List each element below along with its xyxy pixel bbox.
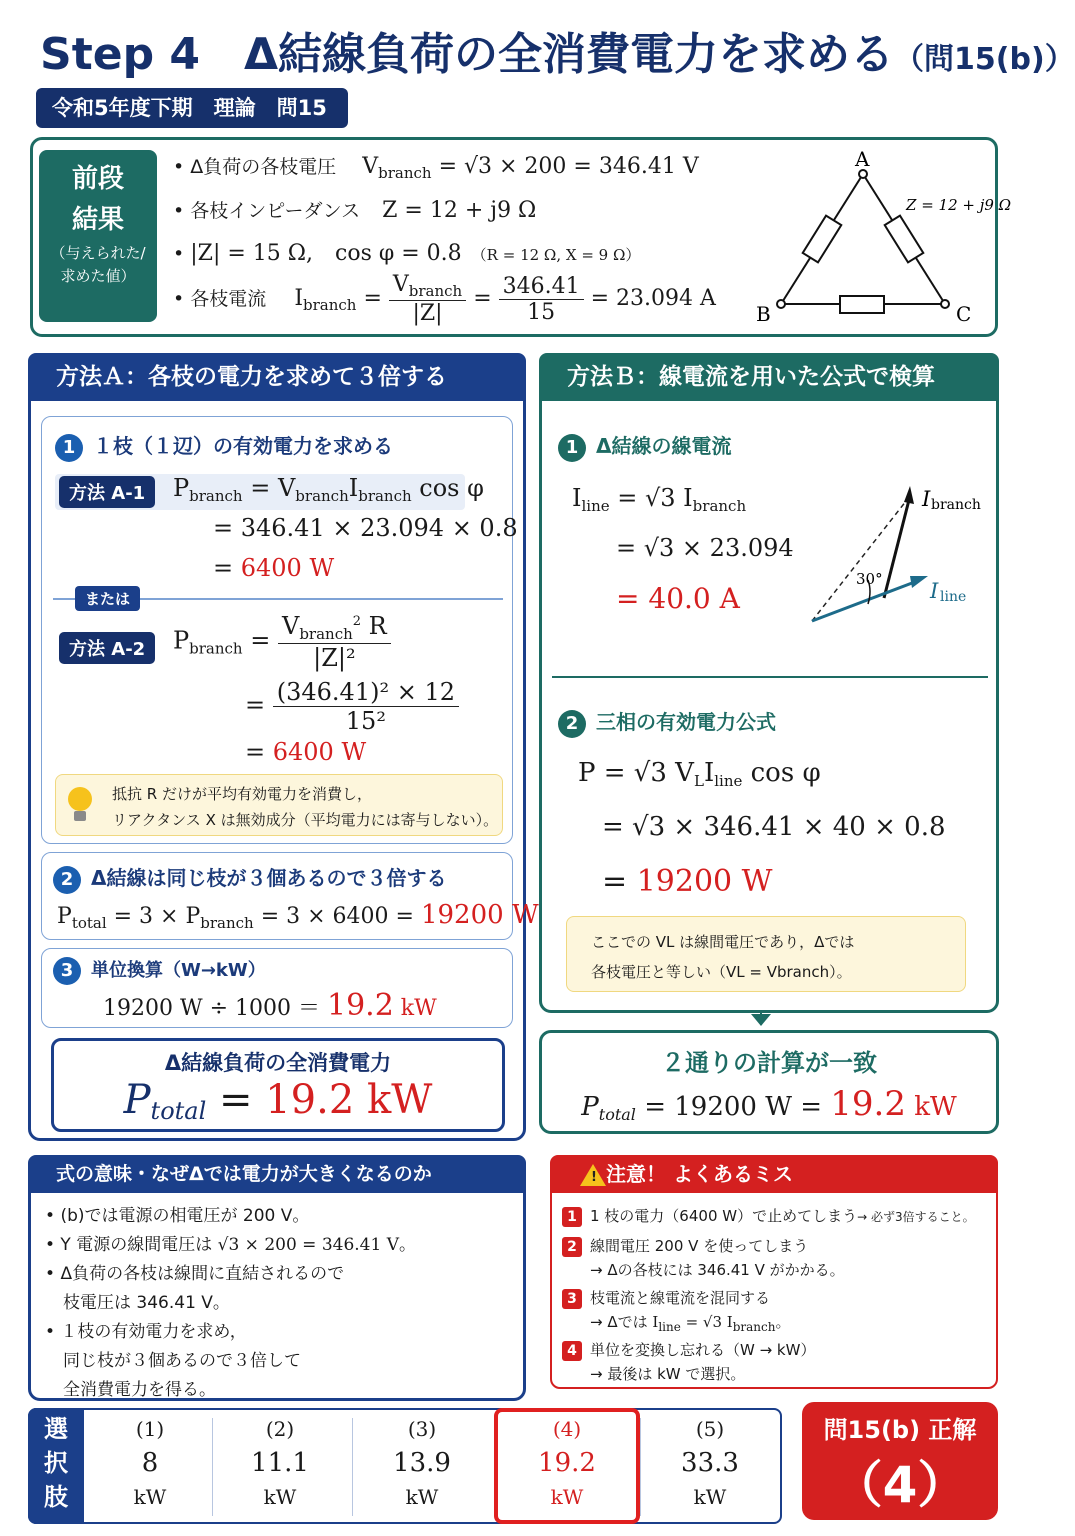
meaning-header: 式の意味・なぜΔでは電力が大きくなるのか <box>28 1155 526 1193</box>
svg-text:line: line <box>940 589 967 605</box>
method-b-panel <box>539 353 999 1013</box>
a1-result: = 6400 W <box>213 554 335 582</box>
method-b-header: 方法Ｂ：線電流を用いた公式で検算 <box>539 353 999 401</box>
step-b1-title: 1 Δ結線の線電流 <box>558 430 731 462</box>
step-b2-title: 2 三相の有効電力公式 <box>558 706 776 738</box>
choice-4-selected[interactable]: (4) 19.2 kW <box>494 1408 640 1524</box>
impedance-magnitude-line: • |Z| = 15 Ω, cos φ = 0.8 （R = 12 Ω, X = 9 Ω） <box>173 241 641 266</box>
step-a1-title: 1 １枝（１辺）の有効電力を求める <box>55 430 393 462</box>
meaning-list: • (b)では電源の相電圧が 200 V。 • Y 電源の線間電圧は √3 × 200 = 346.41 V。 • Δ負荷の各枝は線間に直結されるので 枝電圧は 346.41 V。 • １枝の有効電力を求め， 同じ枝が３個あるので３倍して 全消費電力を得る。 <box>45 1206 416 1400</box>
choice-2[interactable]: (2) 11.1 kW <box>251 1417 309 1509</box>
svg-text:I: I <box>930 579 939 603</box>
meaning-panel <box>28 1155 526 1401</box>
mistake-4: 4 単位を変換し忘れる（W → kW） <box>562 1339 815 1361</box>
exam-badge: 令和5年度下期 理論 問15 <box>36 88 348 128</box>
line-current-substitution: = √3 × 23.094 <box>616 534 794 562</box>
mistake-1: 1 1 枝の電力（6400 W）で止めてしまう→ 必ず3倍すること。 <box>562 1205 975 1227</box>
svg-text:I: I <box>922 487 931 511</box>
resistance-note: 抵抗 R だけが平均有効電力を消費し， リアクタンス X は無効成分（平均電力には寄与しない）。 <box>55 774 503 836</box>
unit-conversion: 19200 W ÷ 1000 ＝ 19.2 kW <box>103 988 437 1023</box>
lightbulb-icon <box>68 787 92 811</box>
choice-5[interactable]: (5) 33.3 kW <box>681 1417 739 1509</box>
method-a-panel <box>28 353 539 1141</box>
a2-substitution: = $\frac{\text{(346.41)² × 12}}{\text{15²}}$ <box>245 678 459 735</box>
choice-3[interactable]: (3) 13.9 kW <box>393 1417 451 1509</box>
branch-current-line: • 各枝電流 $I_{branch}$ = $\frac{V_{branch}}{|Z|}$ = $\frac{346.41}{15}$ = 23.094 A <box>173 272 716 326</box>
node-a-label: A <box>855 147 870 171</box>
line-current-formula: $I_{line} = √3$ $I_{branch}$ <box>572 484 747 515</box>
or-badge: または <box>75 586 140 611</box>
step-a3-title: 3 単位換算（W→kW） <box>53 956 266 985</box>
branch-impedance-line: • 各枝インピーダンス Z = 12 + j9 Ω <box>173 198 537 223</box>
a-total-formula: $P_{total} = 3 \times P_{branch} = 3 \times 6400 = 19200$ W <box>57 900 539 932</box>
previous-results-box <box>30 137 1012 337</box>
mistakes-panel: 注意！ よくあるミス ! 1 1 枝の電力（6400 W）で止めてしまう→ 必ず3倍すること。 2 線間電圧 200 V を使ってしまう → Δの各枝には 346.41 V がかかる。 3 枝電流と線電流を混同する → Δでは $I_{line} = √3$ $I_{branch}$。 4 単位を変換し忘れる（W → kW） → 最後は kW で選択。 <box>550 1155 998 1389</box>
answer-box: 問15(b) 正解 （4） <box>802 1402 998 1520</box>
choices-label: 選 択 肢 <box>28 1408 84 1524</box>
svg-text:branch: branch <box>931 497 981 513</box>
a2-result: = 6400 W <box>245 738 367 766</box>
line-voltage-note: ここでの VL は線間電圧であり，Δでは 各枝電圧と等しい（VL = Vbranch）。 <box>566 916 966 992</box>
three-phase-substitution: = √3 × 346.41 × 40 × 0.8 <box>602 812 946 842</box>
node-c-label: C <box>956 302 972 326</box>
mistakes-header: 注意！ よくあるミス <box>550 1155 998 1193</box>
method-a-header: 方法Ａ：各枝の電力を求めて３倍する <box>28 353 526 401</box>
page-title: Step 4 Δ結線負荷の全消費電力を求める（問15(b)） <box>40 29 1075 80</box>
method-a1-tag: 方法 A-1 <box>59 476 155 508</box>
phasor-diagram <box>800 476 1000 626</box>
a2-formula: $P_{branch}$ = $\frac{V_{branch}^2 R}{\text{|Z|²}}$ <box>173 612 391 672</box>
impedance-label: Z = 12 + j9 Ω <box>906 196 1012 214</box>
node-b-label: B <box>756 302 771 326</box>
choice-1[interactable]: (1) 8 kW <box>133 1417 167 1509</box>
angle-label: 30° <box>856 570 883 588</box>
agreement-box: ２通りの計算が一致 Ptotal = 19200 W = 19.2 kW <box>539 1030 999 1134</box>
mistake-2: 2 線間電圧 200 V を使ってしまう <box>562 1235 808 1257</box>
line-current-result: = 40.0 A <box>616 582 740 615</box>
previous-results-label: 前段 結果 （与えられた/ 求めた値） <box>39 150 157 322</box>
three-phase-formula: P = √3 $V_LI_{line}$ cos φ <box>578 758 821 790</box>
a1-formula: $P_{branch} = V_{branch}I_{branch}$ cos φ <box>173 474 484 505</box>
method-a-final-box: Δ結線負荷の全消費電力 Ptotal = 19.2 kW <box>51 1038 505 1132</box>
step-a2-title: 2 Δ結線は同じ枝が３個あるので３倍する <box>53 862 446 894</box>
three-phase-result: = 19200 W <box>602 864 773 899</box>
delta-circuit-diagram <box>748 146 1012 331</box>
branch-voltage-line: • Δ負荷の各枝電圧 $V_{branch} = √3 \times 200 = 346.41$ V <box>173 154 699 182</box>
method-a2-tag: 方法 A-2 <box>59 632 155 664</box>
mistake-3: 3 枝電流と線電流を混同する <box>562 1287 770 1309</box>
a1-substitution: = 346.41 × 23.094 × 0.8 <box>213 514 518 542</box>
